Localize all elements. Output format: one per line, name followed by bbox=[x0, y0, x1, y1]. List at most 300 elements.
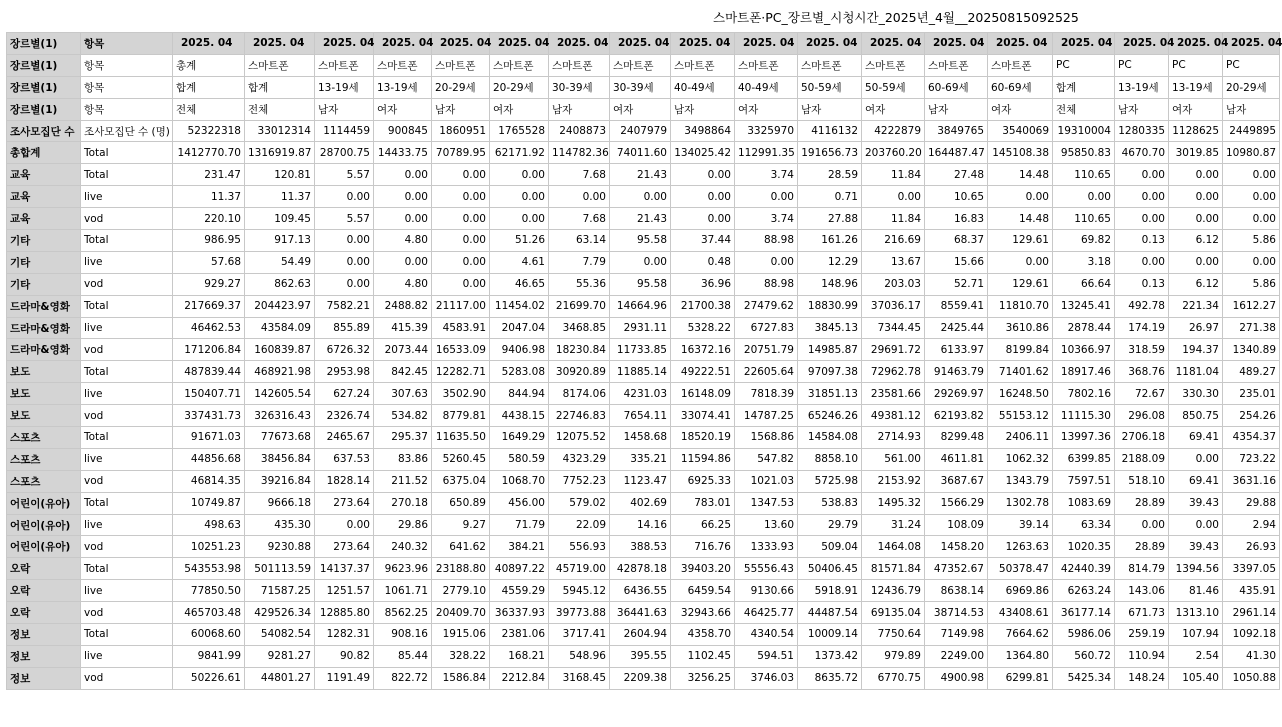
table-cell[interactable]: 1123.47 bbox=[610, 470, 671, 492]
table-cell[interactable]: 148.96 bbox=[798, 273, 862, 295]
table-cell[interactable]: 330.30 bbox=[1169, 383, 1223, 405]
table-cell[interactable]: 335.21 bbox=[610, 448, 671, 470]
table-cell[interactable]: 7344.45 bbox=[862, 317, 925, 339]
table-cell[interactable]: 2209.38 bbox=[610, 667, 671, 689]
table-cell[interactable]: 71401.62 bbox=[988, 361, 1053, 383]
table-cell[interactable]: 129.61 bbox=[988, 230, 1053, 252]
table-cell[interactable]: 11885.14 bbox=[610, 361, 671, 383]
table-cell[interactable]: 90.82 bbox=[315, 645, 374, 667]
table-cell[interactable]: 20409.70 bbox=[432, 602, 490, 624]
table-cell[interactable]: 1020.35 bbox=[1053, 536, 1115, 558]
table-cell[interactable]: 2025. 04 bbox=[315, 33, 374, 55]
table-cell[interactable]: 43408.61 bbox=[988, 602, 1053, 624]
table-cell[interactable]: 1083.69 bbox=[1053, 492, 1115, 514]
table-cell[interactable]: 62193.82 bbox=[925, 405, 988, 427]
table-cell[interactable]: 27.48 bbox=[925, 164, 988, 186]
table-cell[interactable]: 46462.53 bbox=[173, 317, 245, 339]
table-cell[interactable]: 46814.35 bbox=[173, 470, 245, 492]
table-cell[interactable]: PC bbox=[1115, 54, 1169, 76]
table-cell[interactable]: 395.55 bbox=[610, 645, 671, 667]
table-cell[interactable]: 1340.89 bbox=[1223, 339, 1280, 361]
row-item-cell[interactable]: Total bbox=[81, 427, 173, 449]
table-cell[interactable]: 9841.99 bbox=[173, 645, 245, 667]
table-cell[interactable]: 21.43 bbox=[610, 164, 671, 186]
table-cell[interactable]: 4116132 bbox=[798, 120, 862, 142]
table-cell[interactable]: 11.37 bbox=[173, 186, 245, 208]
table-cell[interactable]: 81571.84 bbox=[862, 558, 925, 580]
table-cell[interactable]: 0.00 bbox=[374, 251, 432, 273]
table-cell[interactable]: 105.40 bbox=[1169, 667, 1223, 689]
table-cell[interactable]: 1364.80 bbox=[988, 645, 1053, 667]
row-genre-cell[interactable]: 교육 bbox=[7, 164, 81, 186]
table-cell[interactable]: 2714.93 bbox=[862, 427, 925, 449]
table-cell[interactable]: 31851.13 bbox=[798, 383, 862, 405]
table-cell[interactable]: 29.88 bbox=[1223, 492, 1280, 514]
table-cell[interactable]: 435.30 bbox=[245, 514, 315, 536]
table-cell[interactable]: 2961.14 bbox=[1223, 602, 1280, 624]
table-cell[interactable]: 0.00 bbox=[862, 186, 925, 208]
table-cell[interactable]: 5.57 bbox=[315, 164, 374, 186]
table-cell[interactable]: 1458.68 bbox=[610, 427, 671, 449]
table-cell[interactable]: 0.00 bbox=[374, 186, 432, 208]
table-cell[interactable]: 979.89 bbox=[862, 645, 925, 667]
table-cell[interactable]: 10251.23 bbox=[173, 536, 245, 558]
table-cell[interactable]: 2025. 04 bbox=[245, 33, 315, 55]
table-cell[interactable]: 3397.05 bbox=[1223, 558, 1280, 580]
table-cell[interactable]: 637.53 bbox=[315, 448, 374, 470]
table-cell[interactable]: 0.00 bbox=[1053, 186, 1115, 208]
table-cell[interactable]: 0.00 bbox=[315, 514, 374, 536]
table-cell[interactable]: 1394.56 bbox=[1169, 558, 1223, 580]
table-cell[interactable]: 55.36 bbox=[549, 273, 610, 295]
table-cell[interactable]: 0.00 bbox=[610, 251, 671, 273]
table-cell[interactable]: 0.00 bbox=[374, 164, 432, 186]
table-cell[interactable]: 4231.03 bbox=[610, 383, 671, 405]
table-cell[interactable]: 1102.45 bbox=[671, 645, 735, 667]
table-cell[interactable]: 2025. 04 bbox=[671, 33, 735, 55]
table-cell[interactable]: 95.58 bbox=[610, 230, 671, 252]
table-cell[interactable]: 62171.92 bbox=[490, 142, 549, 164]
table-cell[interactable]: 296.08 bbox=[1115, 405, 1169, 427]
table-cell[interactable]: 69135.04 bbox=[862, 602, 925, 624]
table-cell[interactable]: 534.82 bbox=[374, 405, 432, 427]
table-cell[interactable]: 12436.79 bbox=[862, 580, 925, 602]
table-cell[interactable]: 2025. 04 bbox=[432, 33, 490, 55]
table-cell[interactable]: 231.47 bbox=[173, 164, 245, 186]
table-cell[interactable]: 487839.44 bbox=[173, 361, 245, 383]
table-cell[interactable]: 368.76 bbox=[1115, 361, 1169, 383]
table-cell[interactable]: 4222879 bbox=[862, 120, 925, 142]
table-cell[interactable]: 295.37 bbox=[374, 427, 432, 449]
row-genre-cell[interactable]: 드라마&영화 bbox=[7, 339, 81, 361]
table-cell[interactable]: 8174.06 bbox=[549, 383, 610, 405]
table-cell[interactable]: 2488.82 bbox=[374, 295, 432, 317]
table-cell[interactable]: 203.03 bbox=[862, 273, 925, 295]
table-cell[interactable]: 543553.98 bbox=[173, 558, 245, 580]
table-cell[interactable]: 518.10 bbox=[1115, 470, 1169, 492]
table-cell[interactable]: 1495.32 bbox=[862, 492, 925, 514]
table-cell[interactable]: 986.95 bbox=[173, 230, 245, 252]
table-cell[interactable]: 4.80 bbox=[374, 273, 432, 295]
table-cell[interactable]: 240.32 bbox=[374, 536, 432, 558]
table-cell[interactable]: 3610.86 bbox=[988, 317, 1053, 339]
table-cell[interactable]: 143.06 bbox=[1115, 580, 1169, 602]
table-cell[interactable]: 0.00 bbox=[1169, 514, 1223, 536]
table-cell[interactable]: 46.65 bbox=[490, 273, 549, 295]
table-cell[interactable]: 6969.86 bbox=[988, 580, 1053, 602]
table-cell[interactable]: 0.00 bbox=[671, 164, 735, 186]
table-cell[interactable]: 44856.68 bbox=[173, 448, 245, 470]
table-cell[interactable]: 42878.18 bbox=[610, 558, 671, 580]
table-cell[interactable]: 0.00 bbox=[432, 251, 490, 273]
table-cell[interactable]: 110.65 bbox=[1053, 208, 1115, 230]
table-cell[interactable]: 216.69 bbox=[862, 230, 925, 252]
table-cell[interactable]: 91671.03 bbox=[173, 427, 245, 449]
table-cell[interactable]: 12.29 bbox=[798, 251, 862, 273]
table-cell[interactable]: 13-19세 bbox=[1169, 76, 1223, 98]
row-item-cell[interactable]: 항목 bbox=[81, 33, 173, 55]
table-cell[interactable]: 465703.48 bbox=[173, 602, 245, 624]
table-cell[interactable]: 2047.04 bbox=[490, 317, 549, 339]
table-cell[interactable]: 60-69세 bbox=[925, 76, 988, 98]
row-genre-cell[interactable]: 오락 bbox=[7, 602, 81, 624]
table-cell[interactable]: 109.45 bbox=[245, 208, 315, 230]
table-cell[interactable]: 38714.53 bbox=[925, 602, 988, 624]
table-cell[interactable]: 164487.47 bbox=[925, 142, 988, 164]
table-cell[interactable]: 7.79 bbox=[549, 251, 610, 273]
table-cell[interactable]: 85.44 bbox=[374, 645, 432, 667]
table-cell[interactable]: 107.94 bbox=[1169, 624, 1223, 646]
table-cell[interactable]: 4583.91 bbox=[432, 317, 490, 339]
table-cell[interactable]: 26.97 bbox=[1169, 317, 1223, 339]
table-cell[interactable]: 2.54 bbox=[1169, 645, 1223, 667]
table-cell[interactable]: 2465.67 bbox=[315, 427, 374, 449]
table-cell[interactable]: 28.59 bbox=[798, 164, 862, 186]
table-cell[interactable]: 7664.62 bbox=[988, 624, 1053, 646]
table-cell[interactable]: 273.64 bbox=[315, 492, 374, 514]
table-cell[interactable]: 161.26 bbox=[798, 230, 862, 252]
row-genre-cell[interactable]: 스포츠 bbox=[7, 427, 81, 449]
row-item-cell[interactable]: vod bbox=[81, 273, 173, 295]
table-cell[interactable]: 66.64 bbox=[1053, 273, 1115, 295]
table-cell[interactable]: 21.43 bbox=[610, 208, 671, 230]
table-cell[interactable]: 57.68 bbox=[173, 251, 245, 273]
table-cell[interactable]: 4559.29 bbox=[490, 580, 549, 602]
table-cell[interactable]: 남자 bbox=[925, 98, 988, 120]
table-cell[interactable]: 0.00 bbox=[671, 208, 735, 230]
table-cell[interactable]: 468921.98 bbox=[245, 361, 315, 383]
table-cell[interactable]: 0.00 bbox=[1169, 186, 1223, 208]
table-cell[interactable]: 9666.18 bbox=[245, 492, 315, 514]
table-cell[interactable]: 39403.20 bbox=[671, 558, 735, 580]
table-cell[interactable]: 0.00 bbox=[1169, 208, 1223, 230]
table-cell[interactable]: 1191.49 bbox=[315, 667, 374, 689]
table-cell[interactable]: 2025. 04 bbox=[1169, 33, 1223, 55]
table-cell[interactable]: 14.48 bbox=[988, 208, 1053, 230]
row-genre-cell[interactable]: 정보 bbox=[7, 667, 81, 689]
row-item-cell[interactable]: vod bbox=[81, 602, 173, 624]
row-item-cell[interactable]: 항목 bbox=[81, 54, 173, 76]
table-cell[interactable]: 50226.61 bbox=[173, 667, 245, 689]
table-cell[interactable]: 총계 bbox=[173, 54, 245, 76]
table-cell[interactable]: 63.34 bbox=[1053, 514, 1115, 536]
table-cell[interactable]: 0.13 bbox=[1115, 230, 1169, 252]
table-cell[interactable]: 6399.85 bbox=[1053, 448, 1115, 470]
table-cell[interactable]: 6263.24 bbox=[1053, 580, 1115, 602]
table-cell[interactable]: 429526.34 bbox=[245, 602, 315, 624]
table-cell[interactable]: 18520.19 bbox=[671, 427, 735, 449]
table-cell[interactable]: 129.61 bbox=[988, 273, 1053, 295]
table-cell[interactable]: 2249.00 bbox=[925, 645, 988, 667]
table-cell[interactable]: 5.57 bbox=[315, 208, 374, 230]
row-item-cell[interactable]: vod bbox=[81, 470, 173, 492]
row-item-cell[interactable]: live bbox=[81, 186, 173, 208]
table-cell[interactable]: 11.84 bbox=[862, 208, 925, 230]
table-cell[interactable]: 9.27 bbox=[432, 514, 490, 536]
table-cell[interactable]: 68.37 bbox=[925, 230, 988, 252]
table-cell[interactable]: 3717.41 bbox=[549, 624, 610, 646]
table-cell[interactable]: 5425.34 bbox=[1053, 667, 1115, 689]
table-cell[interactable]: 235.01 bbox=[1223, 383, 1280, 405]
table-cell[interactable]: 1128625 bbox=[1169, 120, 1223, 142]
table-cell[interactable]: 783.01 bbox=[671, 492, 735, 514]
table-cell[interactable]: 1347.53 bbox=[735, 492, 798, 514]
table-cell[interactable]: 83.86 bbox=[374, 448, 432, 470]
table-cell[interactable]: 69.82 bbox=[1053, 230, 1115, 252]
table-cell[interactable]: 142605.54 bbox=[245, 383, 315, 405]
table-cell[interactable]: 1373.42 bbox=[798, 645, 862, 667]
table-cell[interactable]: 69.41 bbox=[1169, 470, 1223, 492]
table-cell[interactable]: PC bbox=[1169, 54, 1223, 76]
table-cell[interactable]: 2931.11 bbox=[610, 317, 671, 339]
table-cell[interactable]: 1765528 bbox=[490, 120, 549, 142]
table-cell[interactable]: 6375.04 bbox=[432, 470, 490, 492]
row-genre-cell[interactable]: 교육 bbox=[7, 208, 81, 230]
table-cell[interactable]: 남자 bbox=[432, 98, 490, 120]
table-cell[interactable]: 72962.78 bbox=[862, 361, 925, 383]
table-cell[interactable]: 0.00 bbox=[1169, 164, 1223, 186]
table-cell[interactable]: 36337.93 bbox=[490, 602, 549, 624]
table-cell[interactable]: 29.86 bbox=[374, 514, 432, 536]
table-cell[interactable]: 194.37 bbox=[1169, 339, 1223, 361]
table-cell[interactable]: 2425.44 bbox=[925, 317, 988, 339]
table-cell[interactable]: 28.89 bbox=[1115, 536, 1169, 558]
table-cell[interactable]: 3.74 bbox=[735, 208, 798, 230]
table-cell[interactable]: 134025.42 bbox=[671, 142, 735, 164]
table-cell[interactable]: 221.34 bbox=[1169, 295, 1223, 317]
table-cell[interactable]: 11635.50 bbox=[432, 427, 490, 449]
table-cell[interactable]: 5283.08 bbox=[490, 361, 549, 383]
table-cell[interactable]: 855.89 bbox=[315, 317, 374, 339]
table-cell[interactable]: 60-69세 bbox=[988, 76, 1053, 98]
table-cell[interactable]: 1412770.70 bbox=[173, 142, 245, 164]
table-cell[interactable]: 509.04 bbox=[798, 536, 862, 558]
table-cell[interactable]: 10.65 bbox=[925, 186, 988, 208]
table-cell[interactable]: 22746.83 bbox=[549, 405, 610, 427]
table-cell[interactable]: 160839.87 bbox=[245, 339, 315, 361]
table-cell[interactable]: 1915.06 bbox=[432, 624, 490, 646]
row-item-cell[interactable]: live bbox=[81, 383, 173, 405]
table-cell[interactable]: 7654.11 bbox=[610, 405, 671, 427]
table-cell[interactable]: 95.58 bbox=[610, 273, 671, 295]
table-cell[interactable]: 10366.97 bbox=[1053, 339, 1115, 361]
table-cell[interactable]: 2878.44 bbox=[1053, 317, 1115, 339]
table-cell[interactable]: 1860951 bbox=[432, 120, 490, 142]
row-item-cell[interactable]: Total bbox=[81, 230, 173, 252]
table-cell[interactable]: PC bbox=[1223, 54, 1280, 76]
row-genre-cell[interactable]: 장르별(1) bbox=[7, 33, 81, 55]
row-item-cell[interactable]: live bbox=[81, 317, 173, 339]
table-cell[interactable]: 남자 bbox=[315, 98, 374, 120]
row-genre-cell[interactable]: 교육 bbox=[7, 186, 81, 208]
table-cell[interactable]: 0.48 bbox=[671, 251, 735, 273]
row-item-cell[interactable]: live bbox=[81, 514, 173, 536]
table-cell[interactable]: 3.74 bbox=[735, 164, 798, 186]
row-item-cell[interactable]: vod bbox=[81, 208, 173, 230]
table-cell[interactable]: 9130.66 bbox=[735, 580, 798, 602]
table-cell[interactable]: 5918.91 bbox=[798, 580, 862, 602]
table-cell[interactable]: 1566.29 bbox=[925, 492, 988, 514]
table-cell[interactable]: 97097.38 bbox=[798, 361, 862, 383]
table-cell[interactable]: 929.27 bbox=[173, 273, 245, 295]
row-genre-cell[interactable]: 장르별(1) bbox=[7, 76, 81, 98]
table-cell[interactable]: 0.00 bbox=[1223, 208, 1280, 230]
table-cell[interactable]: 145108.38 bbox=[988, 142, 1053, 164]
table-cell[interactable]: 220.10 bbox=[173, 208, 245, 230]
table-cell[interactable]: 0.00 bbox=[1169, 251, 1223, 273]
table-cell[interactable]: 6770.75 bbox=[862, 667, 925, 689]
table-cell[interactable]: 5260.45 bbox=[432, 448, 490, 470]
table-cell[interactable]: 3498864 bbox=[671, 120, 735, 142]
table-cell[interactable]: 31.24 bbox=[862, 514, 925, 536]
table-cell[interactable]: 4340.54 bbox=[735, 624, 798, 646]
table-cell[interactable]: 5.86 bbox=[1223, 230, 1280, 252]
table-cell[interactable]: 13.60 bbox=[735, 514, 798, 536]
row-genre-cell[interactable]: 조사모집단 수 bbox=[7, 120, 81, 142]
table-cell[interactable]: 814.79 bbox=[1115, 558, 1169, 580]
table-cell[interactable]: 0.00 bbox=[1115, 186, 1169, 208]
row-genre-cell[interactable]: 보도 bbox=[7, 383, 81, 405]
table-cell[interactable]: 77850.50 bbox=[173, 580, 245, 602]
table-cell[interactable]: 650.89 bbox=[432, 492, 490, 514]
table-cell[interactable]: 723.22 bbox=[1223, 448, 1280, 470]
table-cell[interactable]: 2406.11 bbox=[988, 427, 1053, 449]
table-cell[interactable]: 844.94 bbox=[490, 383, 549, 405]
table-cell[interactable]: 337431.73 bbox=[173, 405, 245, 427]
row-genre-cell[interactable]: 드라마&영화 bbox=[7, 317, 81, 339]
row-item-cell[interactable]: 항목 bbox=[81, 98, 173, 120]
table-cell[interactable]: 1649.29 bbox=[490, 427, 549, 449]
table-cell[interactable]: 13997.36 bbox=[1053, 427, 1115, 449]
table-cell[interactable]: 19310004 bbox=[1053, 120, 1115, 142]
table-cell[interactable]: 0.00 bbox=[490, 186, 549, 208]
table-cell[interactable]: 7.68 bbox=[549, 208, 610, 230]
table-cell[interactable]: 5.86 bbox=[1223, 273, 1280, 295]
table-cell[interactable]: 남자 bbox=[1115, 98, 1169, 120]
table-cell[interactable]: 11.84 bbox=[862, 164, 925, 186]
table-cell[interactable]: 11115.30 bbox=[1053, 405, 1115, 427]
table-cell[interactable]: 81.46 bbox=[1169, 580, 1223, 602]
table-cell[interactable]: 66.25 bbox=[671, 514, 735, 536]
table-cell[interactable]: 55153.12 bbox=[988, 405, 1053, 427]
table-cell[interactable]: 95850.83 bbox=[1053, 142, 1115, 164]
table-cell[interactable]: 11594.86 bbox=[671, 448, 735, 470]
table-cell[interactable]: 전체 bbox=[1053, 98, 1115, 120]
table-cell[interactable]: 43584.09 bbox=[245, 317, 315, 339]
table-cell[interactable]: 548.96 bbox=[549, 645, 610, 667]
table-cell[interactable]: 20-29세 bbox=[1223, 76, 1280, 98]
table-cell[interactable]: 1181.04 bbox=[1169, 361, 1223, 383]
table-cell[interactable]: 2025. 04 bbox=[610, 33, 671, 55]
table-cell[interactable]: 18830.99 bbox=[798, 295, 862, 317]
row-genre-cell[interactable]: 어린이(유아) bbox=[7, 492, 81, 514]
table-cell[interactable]: 스마트폰 bbox=[925, 54, 988, 76]
table-cell[interactable]: 33074.41 bbox=[671, 405, 735, 427]
table-cell[interactable]: 12075.52 bbox=[549, 427, 610, 449]
table-cell[interactable]: 스마트폰 bbox=[671, 54, 735, 76]
table-cell[interactable]: 4.61 bbox=[490, 251, 549, 273]
table-cell[interactable]: 1092.18 bbox=[1223, 624, 1280, 646]
table-cell[interactable]: 14.16 bbox=[610, 514, 671, 536]
table-cell[interactable]: 492.78 bbox=[1115, 295, 1169, 317]
table-cell[interactable]: 29269.97 bbox=[925, 383, 988, 405]
table-cell[interactable]: 55556.43 bbox=[735, 558, 798, 580]
table-cell[interactable]: 8299.48 bbox=[925, 427, 988, 449]
table-cell[interactable]: 2408873 bbox=[549, 120, 610, 142]
table-cell[interactable]: 1333.93 bbox=[735, 536, 798, 558]
table-cell[interactable]: 6.12 bbox=[1169, 273, 1223, 295]
table-cell[interactable]: 580.59 bbox=[490, 448, 549, 470]
table-cell[interactable]: 29691.72 bbox=[862, 339, 925, 361]
table-cell[interactable]: 스마트폰 bbox=[988, 54, 1053, 76]
table-cell[interactable]: 270.18 bbox=[374, 492, 432, 514]
table-cell[interactable]: 0.00 bbox=[549, 186, 610, 208]
table-cell[interactable]: 남자 bbox=[798, 98, 862, 120]
table-cell[interactable]: 13-19세 bbox=[1115, 76, 1169, 98]
table-cell[interactable]: 74011.60 bbox=[610, 142, 671, 164]
row-item-cell[interactable]: live bbox=[81, 645, 173, 667]
table-cell[interactable]: 0.00 bbox=[1115, 208, 1169, 230]
row-genre-cell[interactable]: 정보 bbox=[7, 645, 81, 667]
table-cell[interactable]: 77673.68 bbox=[245, 427, 315, 449]
table-cell[interactable]: 168.21 bbox=[490, 645, 549, 667]
table-cell[interactable]: 917.13 bbox=[245, 230, 315, 252]
row-item-cell[interactable]: Total bbox=[81, 361, 173, 383]
table-cell[interactable]: 71587.25 bbox=[245, 580, 315, 602]
table-cell[interactable]: 171206.84 bbox=[173, 339, 245, 361]
table-cell[interactable]: 2025. 04 bbox=[490, 33, 549, 55]
table-cell[interactable]: 여자 bbox=[1169, 98, 1223, 120]
table-cell[interactable]: 스마트폰 bbox=[490, 54, 549, 76]
table-cell[interactable]: 16.83 bbox=[925, 208, 988, 230]
table-cell[interactable]: 16148.09 bbox=[671, 383, 735, 405]
table-cell[interactable]: 0.00 bbox=[432, 186, 490, 208]
table-cell[interactable]: 50406.45 bbox=[798, 558, 862, 580]
row-genre-cell[interactable]: 드라마&영화 bbox=[7, 295, 81, 317]
table-cell[interactable]: 2025. 04 bbox=[735, 33, 798, 55]
table-cell[interactable]: 88.98 bbox=[735, 273, 798, 295]
table-cell[interactable]: 여자 bbox=[735, 98, 798, 120]
table-cell[interactable]: 40897.22 bbox=[490, 558, 549, 580]
table-cell[interactable]: 384.21 bbox=[490, 536, 549, 558]
row-genre-cell[interactable]: 정보 bbox=[7, 624, 81, 646]
table-cell[interactable]: 0.00 bbox=[988, 186, 1053, 208]
row-item-cell[interactable]: Total bbox=[81, 295, 173, 317]
row-genre-cell[interactable]: 오락 bbox=[7, 580, 81, 602]
table-cell[interactable]: 39216.84 bbox=[245, 470, 315, 492]
table-cell[interactable]: 7149.98 bbox=[925, 624, 988, 646]
table-cell[interactable]: 2025. 04 bbox=[374, 33, 432, 55]
